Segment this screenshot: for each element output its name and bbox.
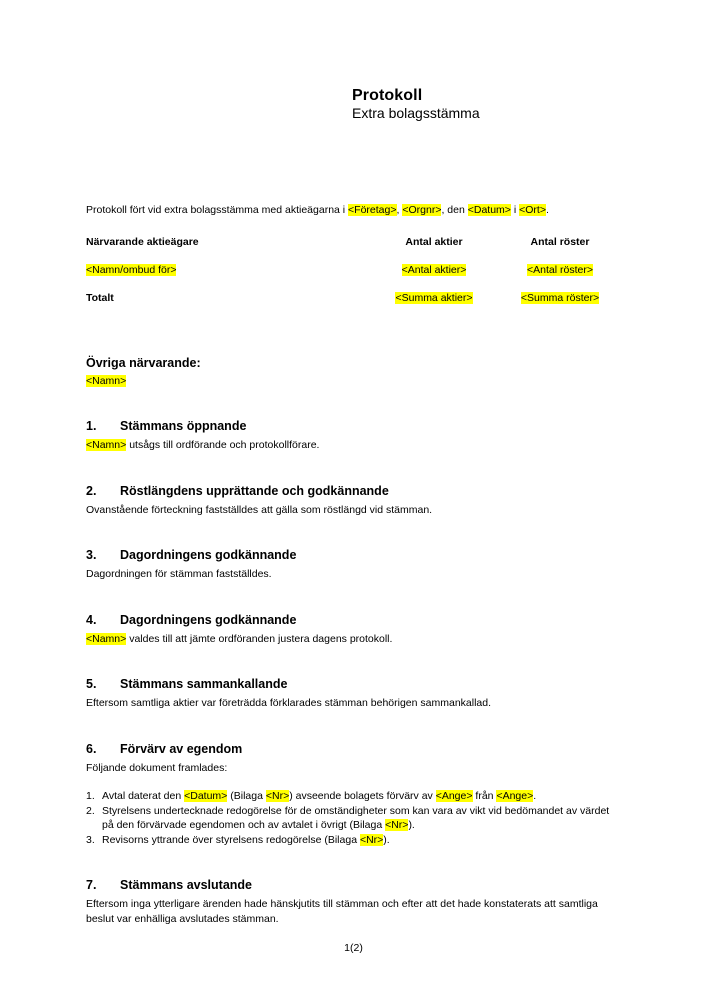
section-5-number: 5. xyxy=(86,677,97,691)
page-subtitle: Extra bolagsstämma xyxy=(352,105,480,121)
cell-shares xyxy=(369,263,499,291)
section-1-heading xyxy=(86,418,621,434)
section-6-heading xyxy=(86,741,621,757)
section-4-title: Dagordningens godkännande xyxy=(120,612,297,627)
list-item xyxy=(86,804,621,833)
placeholder-property: <Ange> xyxy=(435,790,473,802)
list-item-text-4: från xyxy=(472,790,497,802)
list-item-text-2: ). xyxy=(383,833,390,846)
section-3-body: Dagordningen för stämman fastställdes. xyxy=(86,568,272,580)
placeholder-appendix-nr-1: <Nr> xyxy=(265,790,290,802)
list-item-number: 3. xyxy=(86,833,95,846)
column-header-shareholder: Närvarande aktieägare xyxy=(86,236,199,248)
section-6-document-list xyxy=(86,789,621,847)
section-3 xyxy=(86,547,621,582)
section-1-number: 1. xyxy=(86,419,97,433)
attendance-table xyxy=(86,235,621,319)
cell-total-shares xyxy=(369,291,499,319)
document-title-block xyxy=(352,86,480,122)
list-item-text-3: ) avseende bolagets förvärv av xyxy=(289,790,436,802)
placeholder-seller: <Ange> xyxy=(496,790,534,802)
intro-paragraph xyxy=(86,203,621,217)
placeholder-adjuster-name: <Namn> xyxy=(86,632,127,645)
section-6-title: Förvärv av egendom xyxy=(120,741,243,756)
section-1-body xyxy=(86,438,621,453)
column-header-shares: Antal aktier xyxy=(405,236,463,248)
section-5 xyxy=(86,676,621,711)
intro-text-2: , xyxy=(396,204,403,216)
list-item-text-1: Revisorns yttrande över styrelsens redogörelse (Bilaga xyxy=(102,833,360,846)
section-4-body xyxy=(86,632,621,647)
section-3-title: Dagordningens godkännande xyxy=(120,548,297,562)
section-7 xyxy=(86,877,621,926)
placeholder-place: <Ort> xyxy=(519,204,546,216)
intro-text-1: Protokoll fört vid extra bolagsstämma med aktieägarna i xyxy=(86,204,349,216)
placeholder-chairman-name: <Namn> xyxy=(86,439,127,451)
other-present-heading: Övriga närvarande: xyxy=(86,356,201,370)
section-4-body-text: valdes till att jämte ordföranden justera dagens protokoll. xyxy=(126,632,393,645)
document-body xyxy=(86,203,621,926)
placeholder-votes: <Antal röster> xyxy=(527,264,593,276)
cell-total-votes xyxy=(499,291,621,319)
section-4-heading xyxy=(86,612,621,628)
page-footer xyxy=(0,941,707,955)
placeholder-total-votes: <Summa röster> xyxy=(520,292,600,304)
section-1-body-text: utsågs till ordförande och protokollförare. xyxy=(126,439,320,451)
section-5-body: Eftersom samtliga aktier var företrädda förklarades stämman behörigen sammankallad. xyxy=(86,697,492,709)
section-7-title: Stämmans avslutande xyxy=(120,878,252,892)
placeholder-shareholder-name: <Namn/ombud för> xyxy=(86,264,177,276)
placeholder-shares: <Antal aktier> xyxy=(401,264,467,276)
cell-votes xyxy=(499,263,621,291)
list-item xyxy=(86,833,621,848)
list-item xyxy=(86,789,621,804)
page-number: 1(2) xyxy=(344,942,363,954)
placeholder-orgnr: <Orgnr> xyxy=(402,204,442,216)
placeholder-appendix-nr-2: <Nr> xyxy=(385,819,409,831)
section-6-number: 6. xyxy=(86,741,97,756)
cell-shareholder-name xyxy=(86,263,369,291)
list-item-text-2: (Bilaga xyxy=(227,790,266,802)
other-present-name-line xyxy=(86,374,621,388)
section-7-number: 7. xyxy=(86,878,97,892)
section-6-intro: Följande dokument framlades: xyxy=(86,761,228,774)
column-header-votes: Antal röster xyxy=(530,236,590,248)
section-3-number: 3. xyxy=(86,548,97,562)
page-title: Protokoll xyxy=(352,87,423,104)
intro-text-4: i xyxy=(510,204,520,216)
list-item-text-1: Avtal daterat den xyxy=(102,790,185,802)
section-5-title: Stämmans sammankallande xyxy=(120,677,288,691)
section-1 xyxy=(86,418,621,453)
section-2-heading xyxy=(86,483,621,499)
placeholder-other-present-name: <Namn> xyxy=(86,375,127,387)
placeholder-agreement-date: <Datum> xyxy=(184,790,228,802)
section-7-heading xyxy=(86,877,621,893)
table-row-total xyxy=(86,291,621,319)
placeholder-appendix-nr-3: <Nr> xyxy=(359,833,384,846)
intro-text-5: . xyxy=(545,204,549,216)
intro-text-3: , den xyxy=(441,204,468,216)
list-item-number: 1. xyxy=(86,790,95,802)
section-2-body: Ovanstående förteckning fastställdes att gälla som röstlängd vid stämman. xyxy=(86,503,433,516)
section-3-heading xyxy=(86,547,621,563)
other-present-block xyxy=(86,355,621,388)
list-item-text-5: . xyxy=(533,790,537,802)
cell-total-label: Totalt xyxy=(86,292,114,304)
placeholder-total-shares: <Summa aktier> xyxy=(395,292,473,304)
placeholder-date: <Datum> xyxy=(467,204,511,216)
table-row xyxy=(86,263,621,291)
section-2-title: Röstlängdens upprättande och godkännande xyxy=(120,483,389,498)
section-4-number: 4. xyxy=(86,612,97,627)
table-header-row xyxy=(86,235,621,263)
section-4 xyxy=(86,612,621,647)
section-2-number: 2. xyxy=(86,483,97,498)
section-6 xyxy=(86,741,621,848)
list-item-text-2: ). xyxy=(408,819,415,831)
list-item-text-1: Styrelsens undertecknade redogörelse för de omständigheter som kan vara av vikt vid bedömandet av värdet på den förvärvade egendomen och av avtalet i övrigt (Bilaga xyxy=(102,804,610,831)
section-5-heading xyxy=(86,676,621,692)
list-item-number: 2. xyxy=(86,804,95,817)
section-7-body: Eftersom inga ytterligare ärenden hade hänskjutits till stämman och efter att det hade konstaterats att samtliga beslut var enhälliga avslutades stämman. xyxy=(86,898,598,925)
section-2 xyxy=(86,483,621,518)
placeholder-company: <Företag> xyxy=(348,204,397,216)
section-1-title: Stämmans öppnande xyxy=(120,419,247,433)
